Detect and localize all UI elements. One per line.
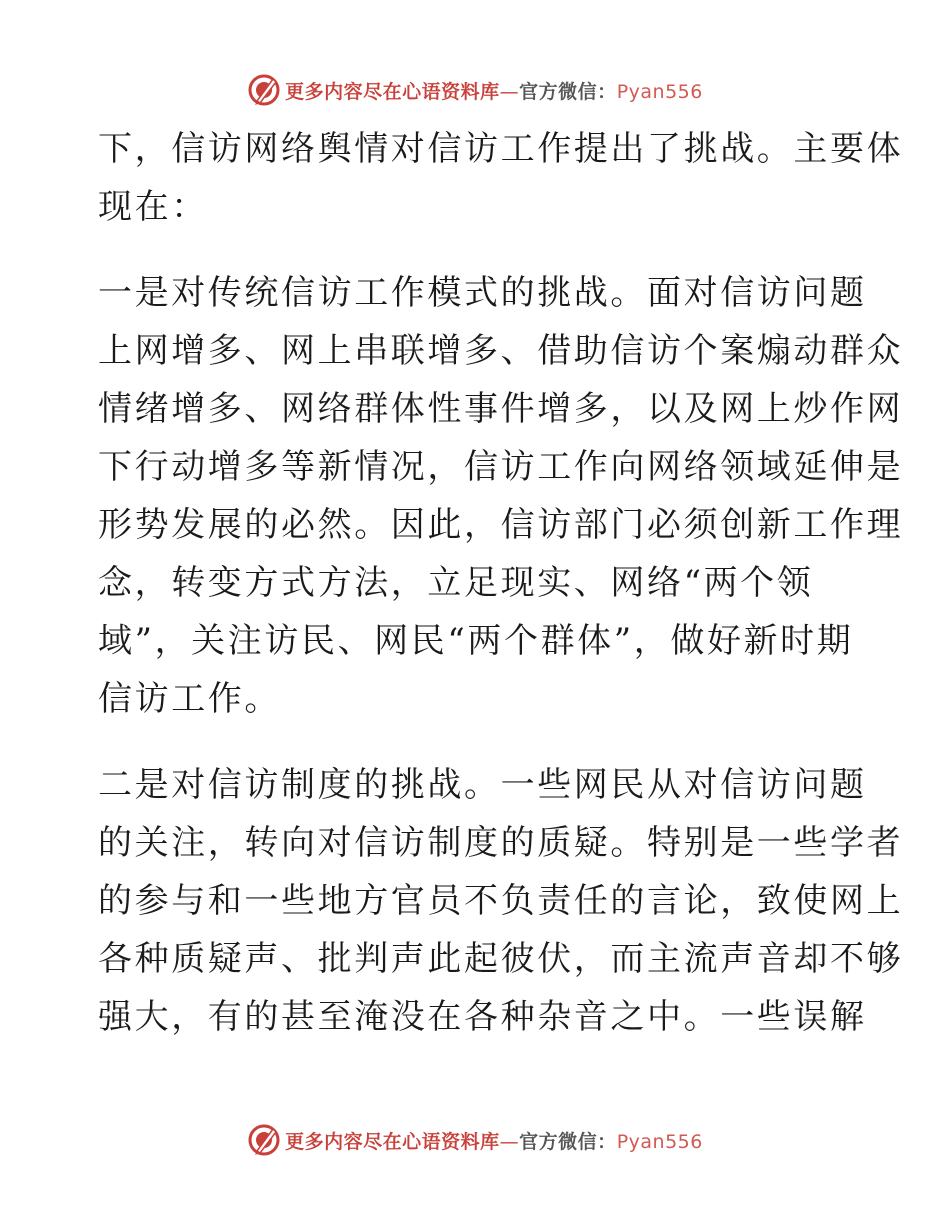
text-line: 域”，关注访民、网民“两个群体”，做好新时期 (98, 621, 854, 661)
banner-wechat-id: Pyan556 (616, 1130, 703, 1153)
text-line: 念，转变方式方法，立足现实、网络“两个领 (98, 563, 814, 603)
text-line: 信访工作。 (98, 679, 281, 719)
banner-separator: — (499, 80, 520, 103)
text-line: 强大，有的甚至淹没在各种杂音之中。一些误解 (98, 997, 867, 1037)
paragraph-second-challenge (98, 756, 904, 1046)
paragraph-intro (98, 120, 904, 236)
banner-text (285, 77, 703, 104)
pen-logo-icon (247, 73, 281, 107)
banner-text (285, 1127, 703, 1154)
banner-separator: — (499, 1130, 520, 1153)
text-line: 现在： (98, 187, 208, 227)
banner-wechat-id: Pyan556 (616, 80, 703, 103)
text-line: 下行动增多等新情况，信访工作向网络领域延伸是 (98, 447, 904, 487)
text-line: 一是对传统信访工作模式的挑战。面对信访问题 (98, 273, 867, 313)
text-line: 的参与和一些地方官员不负责任的言论，致使网上 (98, 881, 904, 921)
header-banner (0, 70, 950, 110)
text-line: 下，信访网络舆情对信访工作提出了挑战。主要体 (98, 129, 904, 169)
text-line: 形势发展的必然。因此，信访部门必须创新工作理 (98, 505, 904, 545)
banner-wechat-label: 官方微信： (519, 80, 617, 103)
document-body (98, 120, 904, 1046)
text-line: 二是对信访制度的挑战。一些网民从对信访问题 (98, 765, 867, 805)
text-line: 上网增多、网上串联增多、借助信访个案煽动群众 (98, 331, 904, 371)
paragraph-first-challenge (98, 264, 904, 728)
text-line: 各种质疑声、批判声此起彼伏，而主流声音却不够 (98, 939, 904, 979)
text-line: 的关注，转向对信访制度的质疑。特别是一些学者 (98, 823, 904, 863)
banner-main-text: 更多内容尽在心语资料库 (285, 80, 500, 103)
pen-logo-icon (247, 1123, 281, 1157)
text-line: 情绪增多、网络群体性事件增多，以及网上炒作网 (98, 389, 904, 429)
footer-banner (0, 1120, 950, 1160)
banner-wechat-label: 官方微信： (519, 1130, 617, 1153)
banner-main-text: 更多内容尽在心语资料库 (285, 1130, 500, 1153)
